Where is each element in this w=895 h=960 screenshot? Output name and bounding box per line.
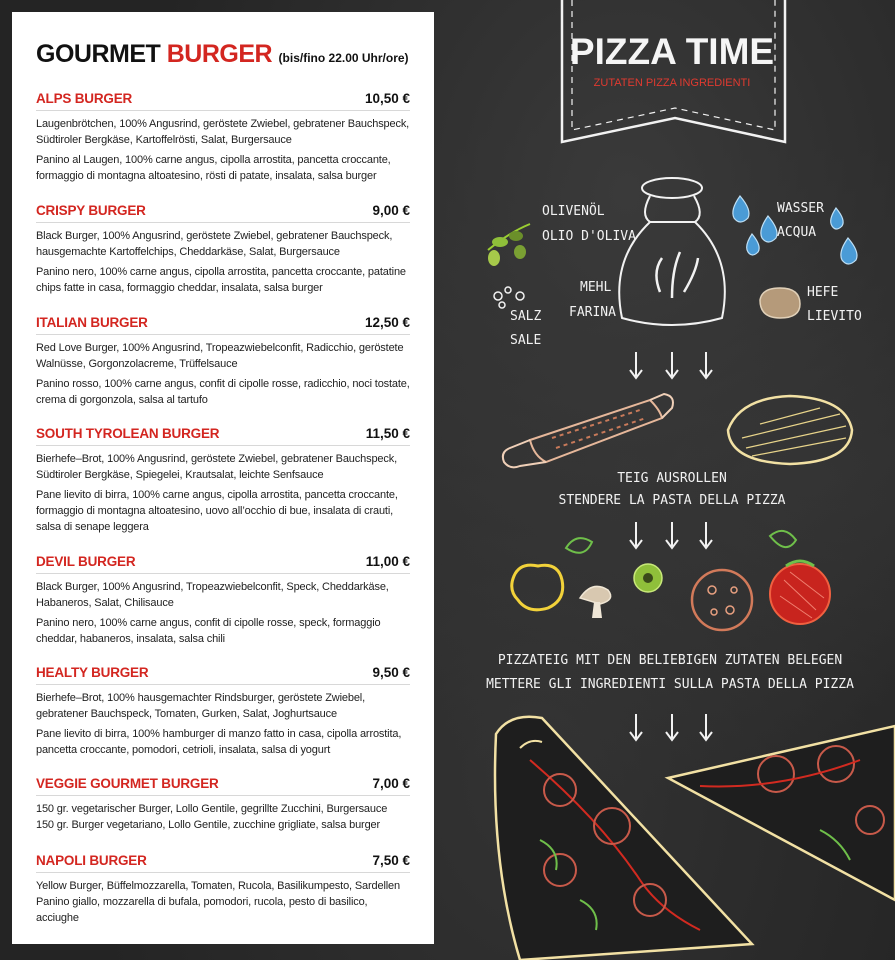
arrows-down-icon — [630, 352, 712, 378]
item-description-it: 150 gr. Burger vegetariano, Lollo Gentile, zucchine grigliate, salsa burger — [36, 819, 381, 831]
item-price: 7,50 € — [372, 853, 410, 868]
item-description-it: Panino rosso, 100% carne angus, confit di cipolle rosse, radicchio, noci tostate, crema di gorgonzola, salsa al tartufo — [36, 378, 410, 406]
banner-title: PIZZA TIME — [569, 31, 775, 72]
menu-title-part2: BURGER — [166, 40, 273, 68]
pizza-dough-icon — [728, 396, 852, 464]
item-description-de: Red Love Burger, 100% Angusrind, Tropeazwiebelconfit, Radicchio, geröstete Walnüsse, Gorgonzolacreme, Trüffelsauce — [36, 342, 404, 370]
item-price: 10,50 € — [364, 91, 410, 106]
item-description-de: 150 gr. vegetarischer Burger, Lollo Gentile, gegrillte Zucchini, Burgersauce — [36, 803, 388, 815]
pepper-icon — [512, 565, 563, 610]
yeast-label-it: LIEVITO — [807, 309, 862, 324]
yeast-icon — [760, 288, 800, 318]
menu-item-south-tyrolean-burger — [36, 426, 410, 554]
pizza-slice-icon — [668, 726, 895, 900]
salt-label-it: SALE — [510, 333, 542, 348]
arrows-down-icon — [630, 522, 712, 548]
item-description-it: Pane lievito di birra, 100% carne angus, cipolla arrostita, pancetta croccante, formaggio di montagna altoatesino, uovo all’occhio di bue, insalata di crauti, salsa di senape leggera — [36, 489, 398, 533]
item-name: VEGGIE GOURMET BURGER — [36, 776, 219, 791]
item-description-it: Panino al Laugen, 100% carne angus, cipolla arrostita, pancetta croccante, formaggio di montagna altoatesino, rösti di patate, insalata, salsa burger — [36, 154, 391, 182]
step-top-label-it: METTERE GLI INGREDIENTI SULLA PASTA DELLA PIZZA — [486, 677, 854, 692]
item-name: DEVIL BURGER — [36, 554, 136, 569]
salt-icon — [494, 287, 524, 308]
water-label-de: WASSER — [777, 201, 824, 216]
water-label-it: ACQUA — [777, 225, 817, 240]
arrows-down-icon — [630, 714, 712, 740]
item-description-de: Black Burger, 100% Angusrind, geröstete Zwiebel, gebratener Bauchspeck, hausgemachte Kartoffelchips, Cheddarkäse, Salat, Burgersauce — [36, 230, 393, 258]
item-name: HEALTY BURGER — [36, 665, 149, 680]
item-price: 9,50 € — [372, 665, 410, 680]
item-name: CRISPY BURGER — [36, 203, 146, 218]
step-top-label-de: PIZZATEIG MIT DEN BELIEBIGEN ZUTATEN BELEGEN — [497, 653, 843, 668]
item-description-de: Yellow Burger, Büffelmozzarella, Tomaten, Rucola, Basilikumpesto, Sardellen — [36, 880, 400, 892]
item-name: ALPS BURGER — [36, 91, 133, 106]
item-description-it: Panino nero, 100% carne angus, confit di cipolle rosse, speck, formaggio cheddar, habaneros, insalata, salsa chili — [36, 617, 381, 645]
item-name: ITALIAN BURGER — [36, 315, 148, 330]
basil-leaf-icon — [566, 531, 796, 553]
salami-icon — [692, 570, 752, 630]
item-name: NAPOLI BURGER — [36, 853, 147, 868]
olive-oil-label-de: OLIVENÖL — [542, 204, 605, 219]
step-roll-label-it: STENDERE LA PASTA DELLA PIZZA — [558, 493, 786, 508]
item-description-de: Bierhefe–Brot, 100% Angusrind, geröstete Zwiebel, gebratener Bauchspeck, Südtiroler Bergkäse, Spiegelei, Krautsalat, leichte Senfsauce — [36, 453, 397, 481]
yeast-label-de: HEFE — [807, 285, 839, 300]
menu-item-veggie-gourmet-burger — [36, 776, 410, 853]
rolling-pin-icon — [503, 394, 673, 467]
item-description-de: Black Burger, 100% Angusrind, Tropeazwiebelconfit, Speck, Cheddarkäse, Habaneros, Salat, Chilisauce — [36, 581, 389, 609]
item-price: 11,50 € — [365, 426, 410, 441]
item-description-de: Bierhefe–Brot, 100% hausgemachter Rindsburger, geröstete Zwiebel, gebratener Bauchspeck, Tomaten, Gurken, Salat, Joghurtsauce — [36, 692, 365, 720]
olive-oil-label-it: OLIO D'OLIVA — [542, 229, 636, 244]
menu-item-napoli-burger — [36, 853, 410, 926]
menu-item-devil-burger — [36, 554, 410, 665]
item-price: 7,00 € — [372, 776, 410, 791]
item-name: SOUTH TYROLEAN BURGER — [36, 426, 220, 441]
menu-title — [36, 40, 410, 69]
salt-label-de: SALZ — [510, 309, 542, 324]
menu-item-healty-burger — [36, 665, 410, 776]
item-description-it: Pane lievito di birra, 100% hamburger di manzo fatto in casa, cipolla arrostita, pancetta croccante, pomodori, cetrioli, insalata, salsa di yogurt — [36, 728, 402, 756]
item-description-it: Panino giallo, mozzarella di bufala, pomodori, rucola, pesto di basilico, acciughe — [36, 896, 368, 924]
item-description-it: Panino nero, 100% carne angus, cipolla arrostita, pancetta croccante, patatine chips fatte in casa, formaggio cheddar, insalata, salsa burger — [36, 266, 406, 294]
menu-item-alps-burger — [36, 91, 410, 203]
pizza-slice-icon — [495, 717, 752, 960]
flour-label-de: MEHL — [580, 280, 612, 295]
flour-sack-icon — [619, 178, 725, 325]
menu-item-italian-burger — [36, 315, 410, 426]
flour-label-it: FARINA — [569, 305, 616, 320]
tomato-icon — [770, 561, 830, 624]
mushroom-icon — [580, 586, 611, 618]
olive-icon — [634, 564, 662, 592]
menu-title-part1: GOURMET — [36, 40, 161, 68]
burger-menu-card — [12, 12, 434, 944]
olive-branch-icon — [488, 224, 530, 266]
menu-title-note: (bis/fino 22.00 Uhr/ore) — [278, 51, 409, 65]
step-roll-label-de: TEIG AUSROLLEN — [617, 471, 727, 486]
item-description-de: Laugenbrötchen, 100% Angusrind, geröstete Zwiebel, gebratener Bauchspeck, Südtiroler Bergkäse, Kartoffelrösti, Salat, Burgersauce — [36, 118, 410, 146]
item-price: 12,50 € — [364, 315, 410, 330]
item-price: 9,00 € — [372, 203, 410, 218]
banner-subtitle: ZUTATEN PIZZA INGREDIENTI — [593, 77, 751, 89]
item-price: 11,00 € — [365, 554, 410, 569]
menu-item-crispy-burger — [36, 203, 410, 315]
